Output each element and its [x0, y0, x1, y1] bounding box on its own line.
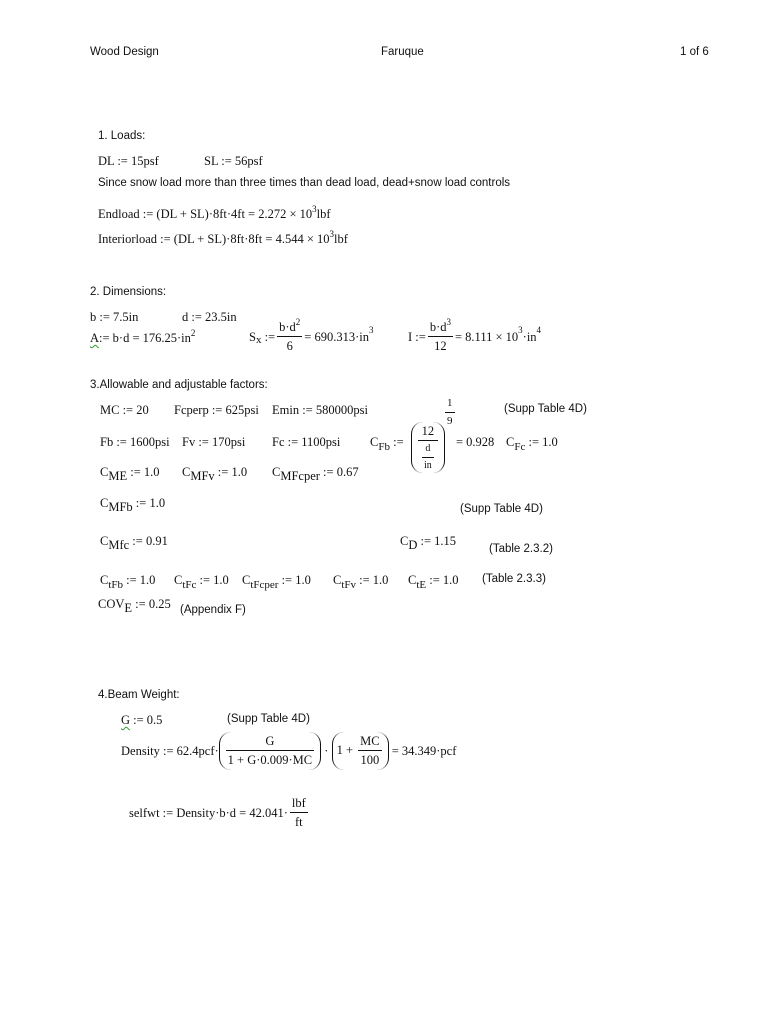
cme-c: C: [100, 465, 109, 479]
i-result-unit: ·in: [522, 329, 537, 344]
i-fraction: [428, 317, 453, 354]
ctfc-c: C: [174, 573, 183, 587]
page-indicator: [680, 47, 709, 59]
interiorload-unit: lbf: [334, 232, 348, 246]
cmfv-subscript: MFv: [190, 469, 215, 483]
page-total: 6: [702, 46, 709, 58]
load-note: Since snow load more than three times than dead load, dead+snow load controls: [98, 177, 511, 189]
cmfb-assign: := 1.0: [135, 496, 166, 510]
selfwt-lhs: selfwt := Density·b·d = 42.041·: [129, 805, 288, 820]
cmfc-c: C: [100, 534, 109, 548]
i-var: I :=: [408, 329, 426, 344]
cmfc-assign: := 0.91: [132, 534, 168, 548]
area-rhs: := b·d = 176.25·in: [99, 331, 191, 345]
cfb-inner-numerator: d: [422, 443, 434, 458]
cfb-exponent: [443, 397, 457, 427]
dl-name: DL: [98, 154, 115, 168]
ctfcper-assign: := 1.0: [281, 573, 311, 587]
cd-subscript: D: [408, 538, 418, 552]
area-equation: [90, 328, 196, 345]
interiorload-equation: [98, 229, 348, 246]
supp-table-ref-2: (Supp Table 4D): [460, 503, 543, 515]
cmfc-definition: [100, 534, 168, 552]
density-fraction-2-denominator: 100: [360, 753, 380, 768]
ctfv-subscript: tFv: [341, 579, 357, 591]
cmfb-definition: [100, 496, 166, 514]
selfwt-fraction: [290, 796, 308, 830]
sx-numerator: $b\cdot d^2$: [277, 320, 302, 337]
selfwt-denominator: ft: [295, 815, 303, 830]
cme-assign: := 1.0: [130, 465, 160, 479]
cmfv-assign: := 1.0: [217, 465, 248, 479]
cmfv-c: C: [182, 465, 191, 479]
cte-assign: := 1.0: [429, 573, 459, 587]
cfb-exponent-denominator: 9: [447, 414, 453, 427]
emin-definition: Emin := 580000psi: [272, 403, 368, 417]
sx-assign: :=: [264, 329, 276, 344]
cfb-inner-fraction: [422, 443, 434, 471]
fcperp-definition: Fcperp := 625psi: [174, 403, 259, 417]
cte-subscript: tE: [416, 579, 427, 591]
density-fraction-2-numerator: MC: [358, 734, 381, 751]
g-var: G: [121, 713, 131, 727]
cd-definition: [400, 534, 457, 552]
cfb-exponent-numerator: 1: [445, 397, 455, 413]
ctfv-definition: [333, 573, 389, 591]
area-var: A: [90, 331, 100, 345]
interiorload-exponent: 3: [329, 229, 335, 239]
cmfcper-subscript: MFcper: [280, 469, 320, 483]
density-fraction-1-denominator: 1 + G·0.009·MC: [227, 753, 313, 768]
sx-result: = 690.313·in: [304, 329, 369, 344]
density-fraction-1: [226, 734, 314, 768]
section-beam-weight-heading: 4.Beam Weight:: [98, 689, 180, 701]
fb-definition: Fb := 1600psi: [100, 435, 170, 449]
cov-c: COV: [98, 597, 125, 611]
g-assign: := 0.5: [133, 713, 163, 727]
density-paren-2: [332, 732, 389, 770]
ctfcper-c: C: [242, 573, 251, 587]
sx-var: S: [249, 329, 256, 344]
density-lhs: Density := 62.4pcf·: [121, 743, 219, 758]
fv-definition: Fv := 170psi: [182, 435, 246, 449]
cmfv-definition: [182, 465, 248, 483]
density-fraction-1-numerator: G: [226, 734, 314, 751]
sl-assign: := 56psf: [221, 154, 263, 168]
ctfb-assign: := 1.0: [126, 573, 156, 587]
i-numerator-exp: 3: [446, 317, 451, 327]
density-paren-1: [219, 732, 321, 770]
cfb-lhs: [370, 435, 404, 453]
density-equation: Density := 62.4pcf· $\frac{G}{1 + G\cdot 0.009\cdot MC}$ · 1 + $\frac{MC}{100}$ = 34.349·pcf: [121, 732, 456, 770]
table-232-ref: (Table 2.3.2): [489, 543, 553, 555]
cfb-result: = 0.928: [456, 435, 495, 449]
cfc-subscript: Fc: [514, 441, 526, 453]
ctfc-assign: := 1.0: [199, 573, 229, 587]
ctfb-c: C: [100, 573, 109, 587]
table-233-ref: (Table 2.3.3): [482, 573, 546, 585]
cov-subscript: E: [124, 601, 133, 615]
cmfb-c: C: [100, 496, 109, 510]
i-numerator: $b\cdot d^3$: [428, 320, 453, 337]
cmfcper-assign: := 0.67: [323, 465, 359, 479]
fc-definition: Fc := 1100psi: [272, 435, 341, 449]
area-exponent: 2: [190, 328, 196, 338]
cfb-outer-fraction: [418, 424, 438, 471]
i-equation: [408, 317, 542, 354]
supp-table-ref-1: (Supp Table 4D): [504, 403, 587, 415]
endload-lhs: Endload := (DL + SL)·8ft·4ft = 2.272 × 10: [98, 207, 313, 221]
ctfcper-definition: [242, 573, 311, 591]
ctfc-definition: [174, 573, 229, 591]
ctfc-subscript: tFc: [182, 579, 197, 591]
ctfv-c: C: [333, 573, 342, 587]
cme-definition: [100, 465, 160, 483]
page-of: of: [689, 46, 700, 58]
cfb-parenthesis: [411, 422, 445, 473]
cfb-paren-group: [411, 422, 445, 473]
i-result-unit-exp: 4: [536, 325, 542, 336]
cov-definition: [98, 597, 171, 615]
endload-unit: lbf: [316, 207, 331, 221]
cfb-subscript: Fb: [378, 441, 390, 453]
ctfcper-subscript: tFcper: [250, 579, 279, 591]
cd-assign: := 1.15: [420, 534, 457, 548]
cfb-numerator: 12: [418, 424, 438, 441]
density-paren-2-prefix: 1 +: [336, 742, 353, 757]
header-left: Wood Design: [90, 46, 159, 58]
ctfb-subscript: tFb: [108, 579, 124, 591]
cfb-c: C: [370, 435, 379, 449]
selfwt-numerator: lbf: [290, 796, 308, 813]
dl-definition: [98, 155, 159, 168]
cmfb-subscript: MFb: [108, 500, 133, 514]
cfb-inner-denominator: in: [424, 459, 432, 471]
sx-denominator: 6: [286, 339, 293, 354]
cfb-exponent-fraction: [445, 397, 455, 427]
section-factors-heading: 3.Allowable and adjustable factors:: [90, 379, 268, 391]
i-result-exp: 3: [518, 325, 523, 336]
sx-numerator-exp: 2: [295, 317, 301, 327]
selfwt-equation: [129, 796, 310, 830]
cte-c: C: [408, 573, 417, 587]
cfc-assign: := 1.0: [528, 435, 558, 449]
cmfcper-definition: [272, 465, 359, 483]
cd-c: C: [400, 534, 409, 548]
i-denominator: 12: [434, 339, 447, 354]
density-result: = 34.349·pcf: [391, 743, 457, 758]
interiorload-lhs: Interiorload := (DL + SL)·8ft·8ft = 4.544 × 10: [98, 232, 330, 246]
endload-exponent: 3: [312, 204, 317, 214]
cme-subscript: ME: [108, 469, 128, 483]
supp-table-ref-3: (Supp Table 4D): [227, 713, 310, 725]
cmfcper-c: C: [272, 465, 281, 479]
i-result: = 8.111 × 10: [454, 329, 519, 344]
ctfv-assign: := 1.0: [359, 573, 389, 587]
d-definition: d := 23.5in: [182, 310, 237, 324]
appendix-ref: (Appendix F): [180, 604, 246, 616]
sx-fraction: [277, 317, 302, 354]
cfc-c: C: [506, 435, 515, 449]
ctfb-definition: [100, 573, 156, 591]
cmfc-subscript: Mfc: [108, 538, 130, 552]
section-dimensions-heading: 2. Dimensions:: [90, 286, 167, 298]
page-number: 1: [680, 46, 687, 58]
sl-definition: [204, 155, 263, 168]
density-fraction-2: [358, 734, 381, 768]
endload-equation: [98, 204, 331, 221]
sl-name: SL: [204, 154, 219, 168]
section-loads-heading: 1. Loads:: [98, 130, 146, 142]
b-definition: b := 7.5in: [90, 310, 139, 324]
cte-definition: [408, 573, 459, 591]
header-center: Faruque: [381, 46, 424, 58]
cfb-denominator: [418, 441, 438, 471]
sx-equation: [249, 317, 374, 354]
cfb-assign: :=: [393, 435, 404, 449]
mc-definition: MC := 20: [100, 403, 149, 417]
sx-subscript: x: [255, 334, 262, 347]
cfc-definition: [506, 435, 558, 453]
sx-result-exp: 3: [368, 325, 374, 336]
g-definition: [121, 714, 162, 727]
cov-assign: := 0.25: [135, 597, 171, 611]
dl-assign: := 15psf: [117, 154, 159, 168]
